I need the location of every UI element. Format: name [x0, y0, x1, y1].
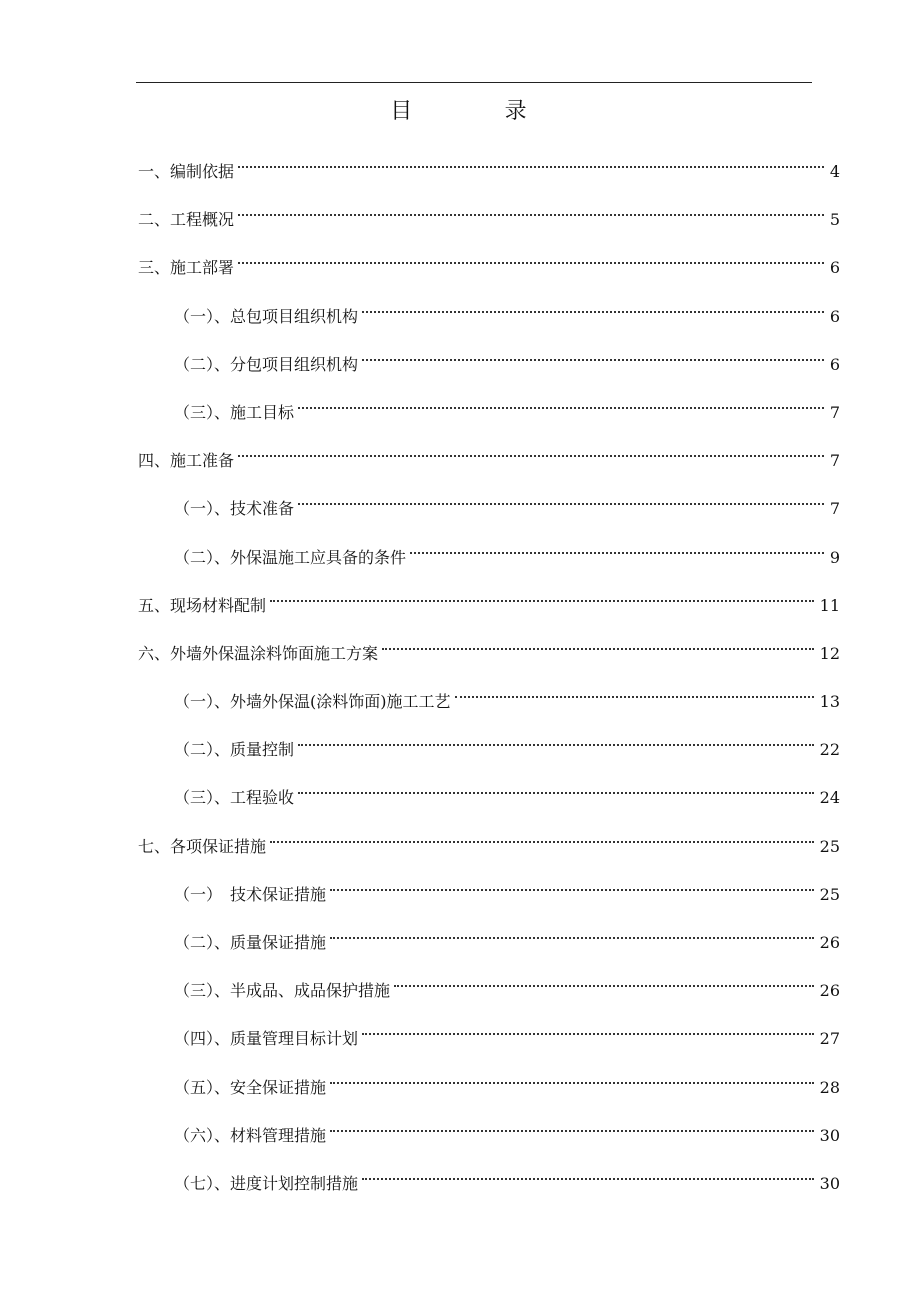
toc-entry-label: （七）、进度计划控制措施 — [174, 1173, 359, 1193]
toc-entry-page-number: 5 — [829, 210, 840, 230]
toc-entry-page-number: 11 — [819, 595, 840, 615]
toc-entry-label: （二）、外保温施工应具备的条件 — [174, 547, 407, 567]
toc-entry-label: （一）、外墙外保温(涂料饰面)施工工艺 — [174, 692, 451, 712]
toc-entry-label: 六、外墙外保温涂料饰面施工方案 — [138, 643, 379, 663]
toc-leader-dots — [238, 184, 824, 216]
toc-entry-page-number: 7 — [829, 402, 840, 422]
toc-entry-label: （三）、施工目标 — [174, 402, 295, 422]
toc-entry-page-number: 27 — [819, 1029, 840, 1049]
toc-entry-page-number: 9 — [829, 547, 840, 567]
toc-entry-page-number: 25 — [819, 836, 840, 856]
toc-entry-label: 三、施工部署 — [138, 258, 235, 278]
toc-entry-page-number: 7 — [829, 451, 840, 471]
toc-title: 目 录 — [390, 99, 562, 124]
toc-entry-page-number: 6 — [829, 354, 840, 374]
toc-entry-page-number: 4 — [829, 162, 840, 181]
toc-leader-dots — [298, 377, 824, 409]
toc-entry-page-number: 22 — [819, 740, 840, 760]
toc-entry-label: （五）、安全保证措施 — [174, 1077, 327, 1097]
toc-leader-dots — [298, 473, 824, 505]
toc-leader-dots — [330, 859, 814, 891]
toc-entry-page-number: 12 — [819, 643, 840, 663]
toc-entry-label: （三）、工程验收 — [174, 788, 295, 808]
toc-leader-dots — [238, 136, 824, 168]
toc-entry-label: 五、现场材料配制 — [138, 595, 267, 615]
toc-leader-dots — [298, 714, 814, 746]
toc-entry-page-number: 26 — [819, 933, 840, 952]
toc-leader-dots — [238, 232, 824, 264]
toc-leader-dots — [410, 522, 824, 554]
toc-leader-dots — [330, 1052, 814, 1084]
toc-leader-dots — [362, 329, 824, 361]
toc-entry-label: （四）、质量管理目标计划 — [174, 1029, 359, 1049]
toc-entry-label: 七、各项保证措施 — [138, 836, 267, 856]
table-of-contents — [138, 145, 840, 1205]
toc-entry-page-number: 7 — [829, 499, 840, 519]
toc-entry-page-number: 30 — [819, 1125, 840, 1145]
toc-leader-dots — [362, 1003, 814, 1035]
toc-entry-page-number: 28 — [819, 1077, 840, 1097]
toc-entry-label: （二）、质量控制 — [174, 740, 295, 760]
toc-leader-dots — [455, 666, 814, 698]
toc-leader-dots — [238, 425, 824, 457]
toc-entry-page-number: 25 — [819, 884, 840, 904]
toc-leader-dots — [394, 955, 814, 987]
toc-entry-label: （一） 技术保证措施 — [174, 884, 327, 904]
toc-entry-page-number: 6 — [829, 258, 840, 278]
toc-leader-dots — [362, 1148, 814, 1180]
toc-entry-page-number: 13 — [819, 692, 840, 712]
toc-entry-label: 四、施工准备 — [138, 451, 235, 471]
toc-leader-dots — [382, 618, 814, 650]
toc-leader-dots — [330, 907, 814, 939]
header-rule — [136, 82, 812, 83]
toc-leader-dots — [298, 762, 814, 794]
toc-entry[interactable] — [138, 1157, 840, 1205]
toc-entry-label: （六）、材料管理措施 — [174, 1125, 327, 1145]
toc-entry-page-number: 6 — [829, 306, 840, 326]
toc-entry-page-number: 26 — [819, 981, 840, 1001]
toc-entry-label: （三）、半成品、成品保护措施 — [174, 981, 391, 1001]
toc-entry-label: （一）、总包项目组织机构 — [174, 306, 359, 326]
toc-entry-label: 二、工程概况 — [138, 210, 235, 230]
toc-leader-dots — [270, 570, 814, 602]
toc-entry-page-number: 24 — [819, 788, 840, 808]
toc-entry-label: （二）、质量保证措施 — [174, 933, 327, 952]
toc-entry-label: （一）、技术准备 — [174, 499, 295, 519]
toc-leader-dots — [330, 1100, 814, 1132]
toc-entry-page-number: 30 — [819, 1173, 840, 1193]
toc-leader-dots — [362, 281, 824, 313]
toc-entry-label: （二）、分包项目组织机构 — [174, 354, 359, 374]
toc-entry-label: 一、编制依据 — [138, 162, 235, 181]
toc-leader-dots — [270, 811, 814, 843]
